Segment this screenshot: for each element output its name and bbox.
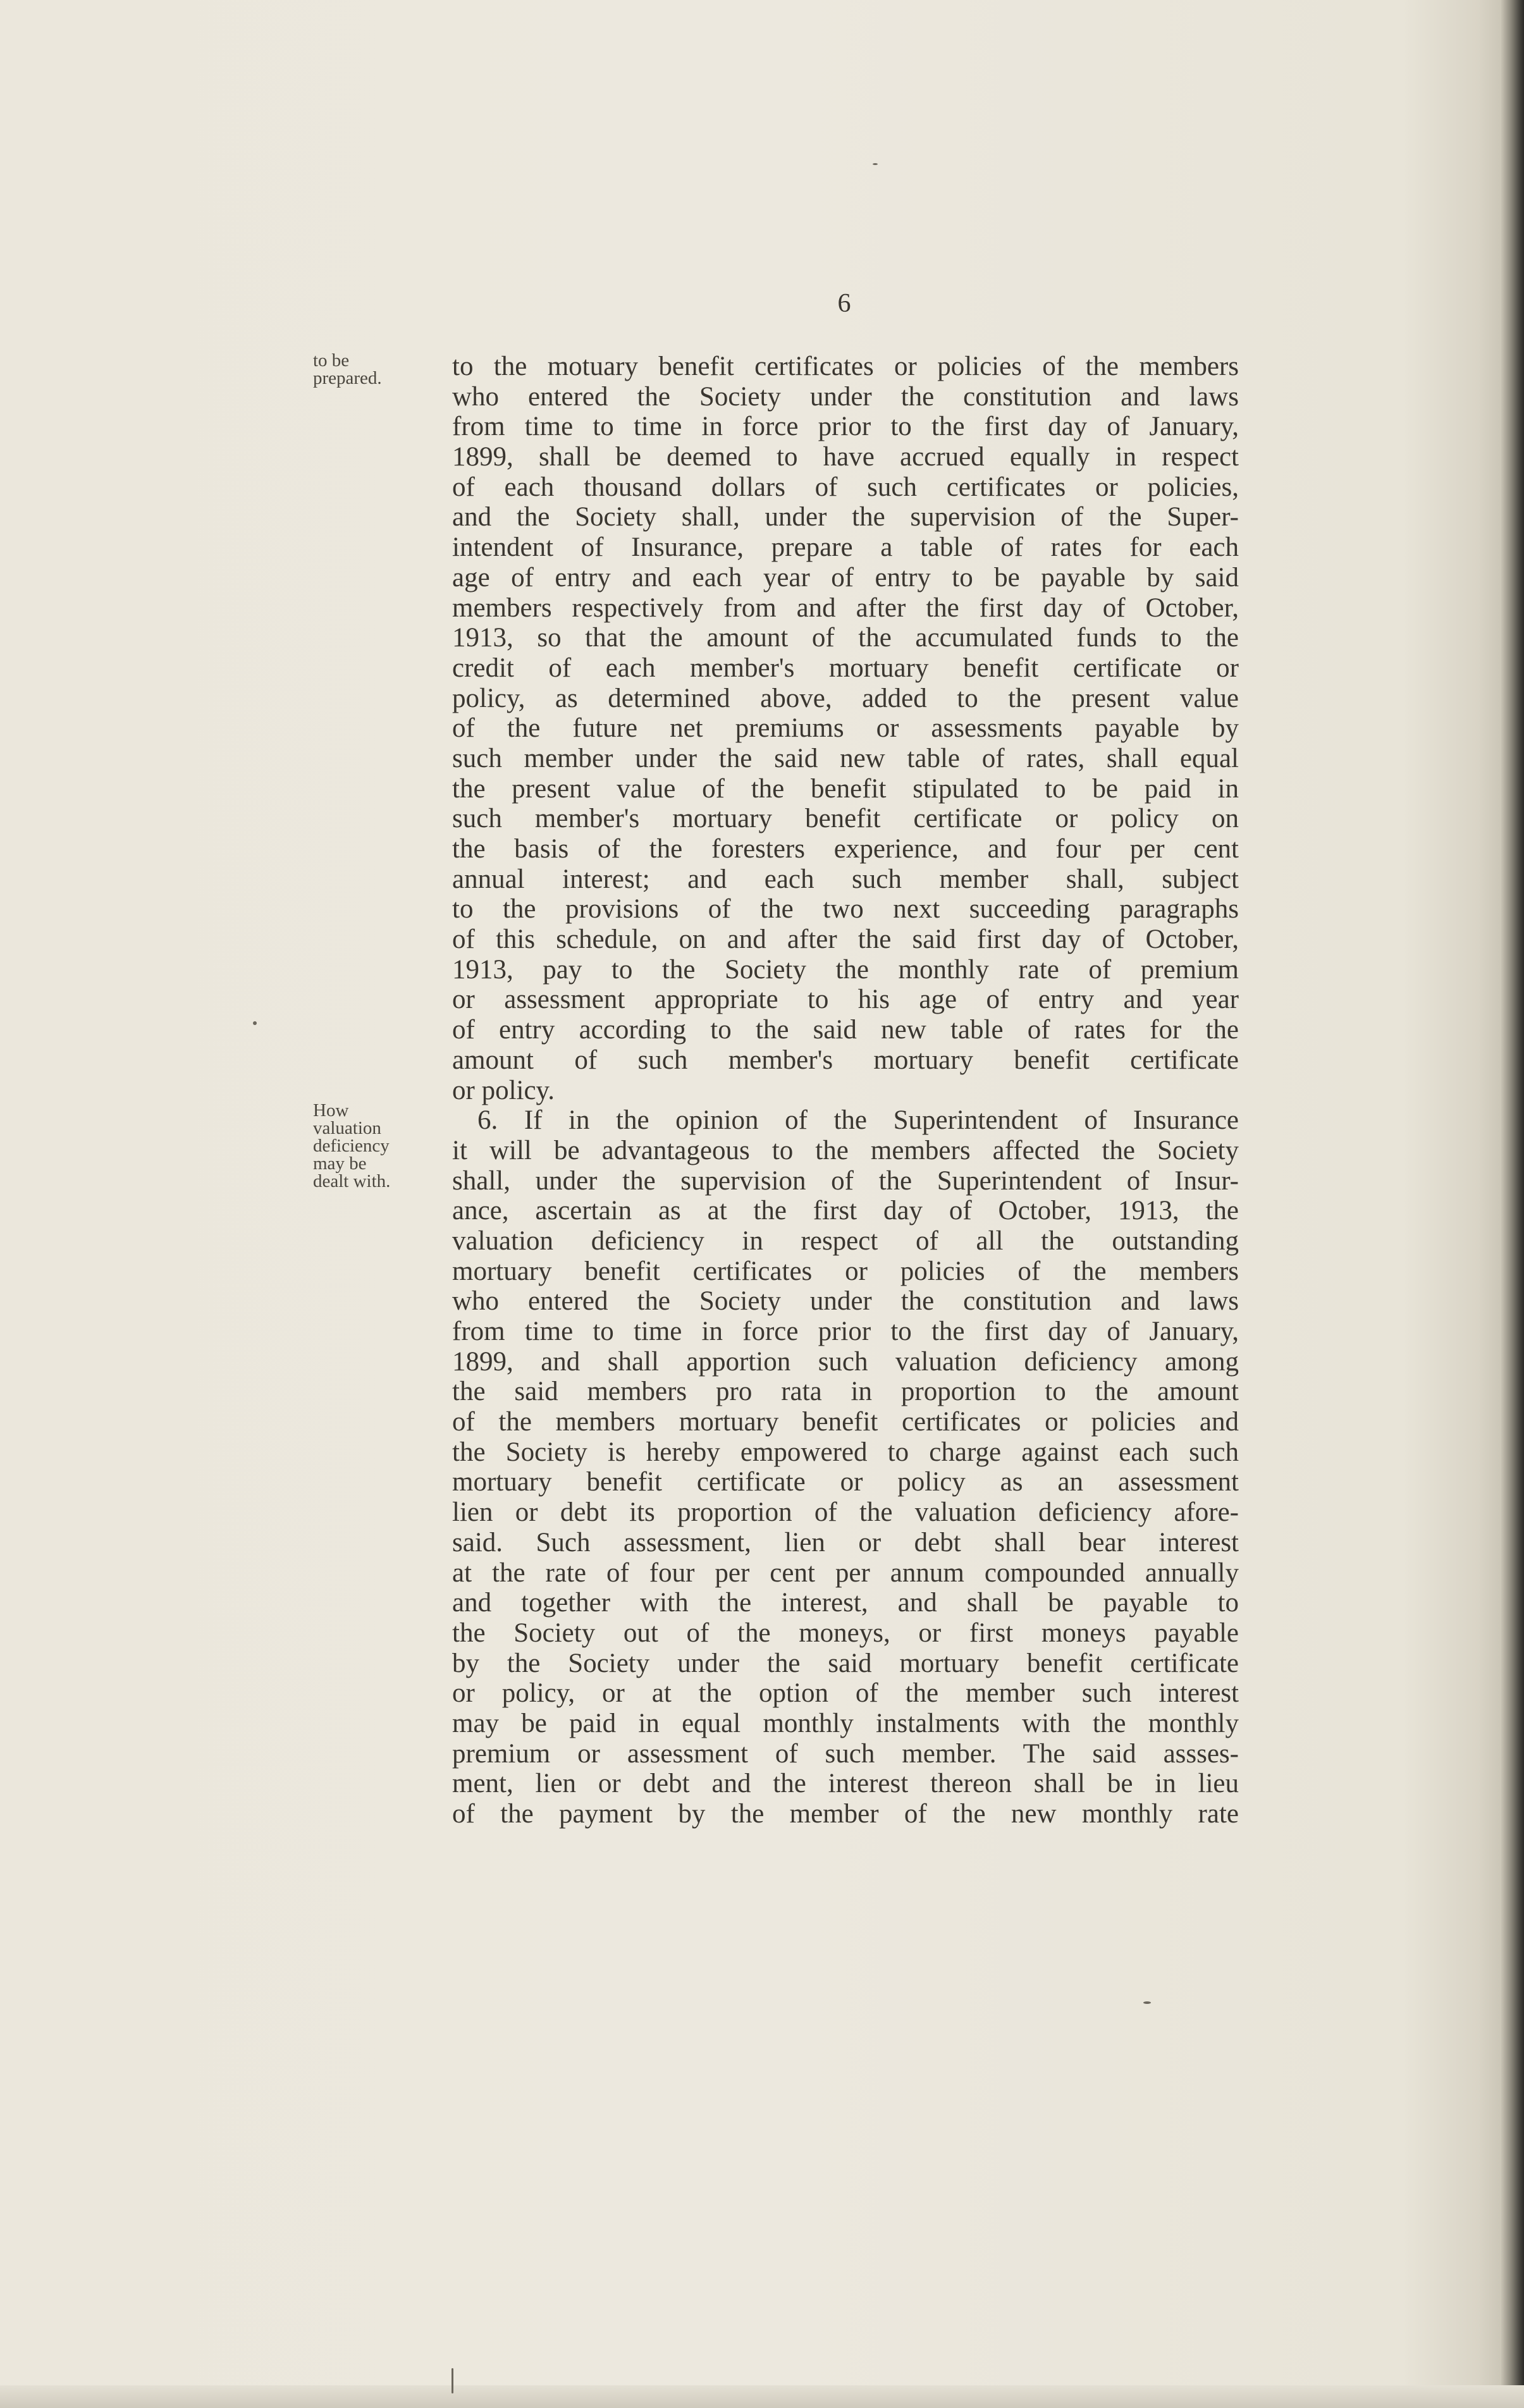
text-line: or policy. <box>452 1075 555 1105</box>
text-line: the said members pro rata in proportion to the amount <box>452 1377 1239 1407</box>
text-line: members respectively from and after the first day of October, <box>452 593 1239 623</box>
text-line: of entry according to the said new table of rates for the <box>452 1015 1239 1045</box>
text-line: at the rate of four per cent per annum compounded annually <box>452 1557 1239 1588</box>
text-line: 1899, and shall apportion such valuation deficiency among <box>452 1346 1239 1377</box>
text-line: of the members mortuary benefit certificates or policies and <box>452 1407 1239 1437</box>
margin-note-line: deficiency <box>313 1136 390 1156</box>
text-line: the Society out of the moneys, or first moneys payable <box>452 1618 1239 1648</box>
text-line: credit of each member's mortuary benefit certificate or <box>452 653 1239 683</box>
text-line: 6. If in the opinion of the Superintendent of Insurance <box>477 1105 1239 1136</box>
text-line: from time to time in force prior to the first day of January, <box>452 1317 1239 1346</box>
text-line: who entered the Society under the constitution and laws <box>452 1286 1239 1317</box>
text-line: the basis of the foresters experience, and four per cent <box>452 834 1239 864</box>
paragraph-continuation <box>452 352 1239 1105</box>
text-line: or assessment appropriate to his age of entry and year <box>452 985 1239 1015</box>
page-number: 6 <box>837 289 851 318</box>
text-line: lien or debt its proportion of the valuation deficiency afore- <box>452 1497 1239 1528</box>
margin-note-prepared <box>313 352 427 387</box>
text-line: 1913, pay to the Society the monthly rate of premium <box>452 954 1239 985</box>
text-line: premium or assessment of such member. The said assses- <box>452 1738 1239 1769</box>
text-line: to the motuary benefit certificates or policies of the members <box>452 352 1239 381</box>
text-line: amount of such member's mortuary benefit certificate <box>452 1045 1239 1075</box>
text-line: the present value of the benefit stipulated to be paid in <box>452 773 1239 804</box>
paper-speck <box>253 1021 257 1025</box>
paper-speck <box>873 163 878 165</box>
text-line: to the provisions of the two next succeeding paragraphs <box>452 894 1239 924</box>
text-line: of this schedule, on and after the said first day of October, <box>452 924 1239 955</box>
body-text <box>452 352 1239 1829</box>
margin-note-line: dealt with. <box>313 1171 391 1191</box>
text-line: such member under the said new table of rates, shall equal <box>452 743 1239 773</box>
paragraph-6 <box>452 1105 1239 1829</box>
text-line: of the future net premiums or assessments payable by <box>452 713 1239 744</box>
text-line: who entered the Society under the constitution and laws <box>452 381 1239 412</box>
text-line: by the Society under the said mortuary benefit certificate <box>452 1648 1239 1678</box>
paper-speck <box>452 2368 453 2393</box>
text-line: of each thousand dollars of such certificates or policies, <box>452 472 1239 502</box>
text-line: shall, under the supervision of the Superintendent of Insur- <box>452 1165 1239 1196</box>
margin-note-line: prepared. <box>313 368 382 388</box>
text-line: 1899, shall be deemed to have accrued equally in respect <box>452 442 1239 472</box>
margin-note-line: How <box>313 1100 349 1121</box>
text-line: mortuary benefit certificates or policies of the members <box>452 1256 1239 1286</box>
text-line: policy, as determined above, added to the present value <box>452 683 1239 713</box>
text-line: age of entry and each year of entry to be payable by said <box>452 562 1239 593</box>
text-line: ance, ascertain as at the first day of October, 1913, the <box>452 1196 1239 1226</box>
text-line: and the Society shall, under the supervision of the Super- <box>452 502 1239 532</box>
text-line: from time to time in force prior to the first day of January, <box>452 412 1239 442</box>
text-line: said. Such assessment, lien or debt shall bear interest <box>452 1527 1239 1557</box>
text-line: may be paid in equal monthly instalments with the monthly <box>452 1708 1239 1738</box>
text-line: ment, lien or debt and the interest thereon shall be in lieu <box>452 1769 1239 1799</box>
margin-note-line: may be <box>313 1153 367 1174</box>
text-line: mortuary benefit certificate or policy as an assessment <box>452 1467 1239 1497</box>
text-line: 1913, so that the amount of the accumulated funds to the <box>452 623 1239 653</box>
text-line: it will be advantageous to the members affected the Society <box>452 1135 1239 1165</box>
margin-note-line: valuation <box>313 1118 381 1138</box>
text-line: and together with the interest, and shall be payable to <box>452 1588 1239 1618</box>
text-line: the Society is hereby empowered to charge against each such <box>452 1437 1239 1467</box>
text-line: of the payment by the member of the new monthly rate <box>452 1799 1239 1829</box>
paper-speck <box>1143 2001 1151 2004</box>
margin-note-valuation-deficiency <box>313 1102 427 1190</box>
text-line: such member's mortuary benefit certificate or policy on <box>452 804 1239 834</box>
text-line: annual interest; and each such member shall, subject <box>452 864 1239 894</box>
page-bottom-edge <box>0 2385 1524 2408</box>
margin-note-line: to be <box>313 350 350 371</box>
book-spine-shadow <box>1500 0 1524 2408</box>
text-line: valuation deficiency in respect of all the outstanding <box>452 1226 1239 1256</box>
text-line: intendent of Insurance, prepare a table of rates for each <box>452 532 1239 563</box>
text-line: or policy, or at the option of the member such interest <box>452 1678 1239 1709</box>
